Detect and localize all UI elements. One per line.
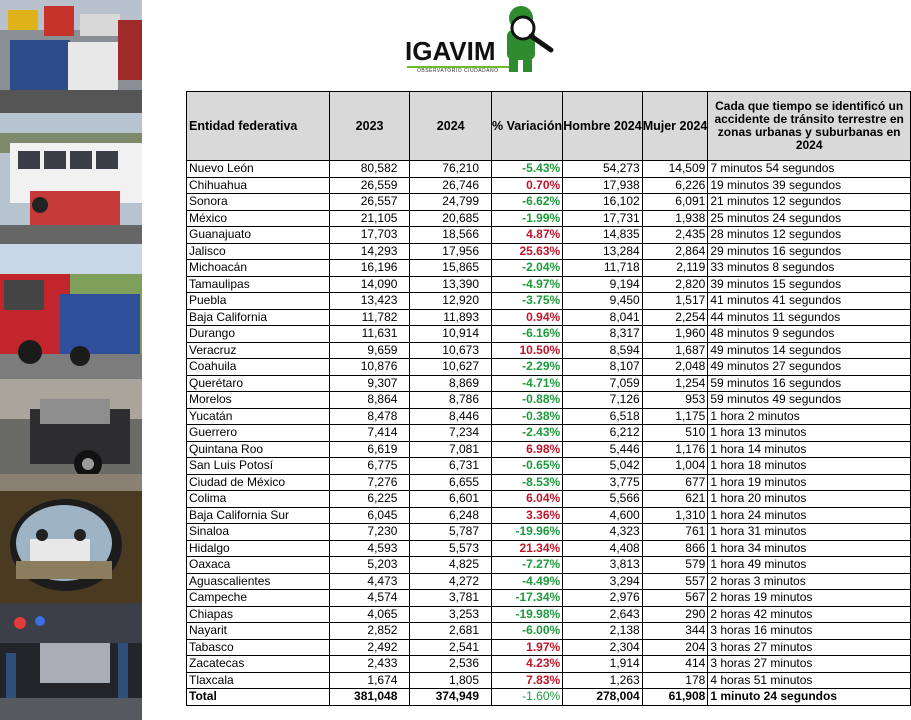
cell-state: Oaxaca [187, 557, 330, 574]
total-2024: 374,949 [410, 689, 492, 706]
cell-interval: 1 hora 19 minutos [708, 474, 911, 491]
cell-2023: 4,065 [329, 606, 410, 623]
cell-men-2024: 1,914 [563, 656, 643, 673]
cell-2024: 17,956 [410, 243, 492, 260]
cell-2023: 13,423 [329, 293, 410, 310]
cell-men-2024: 2,304 [563, 639, 643, 656]
cell-women-2024: 761 [642, 524, 708, 541]
cell-interval: 1 hora 14 minutos [708, 441, 911, 458]
cell-2023: 14,090 [329, 276, 410, 293]
cell-variation: -2.43% [492, 425, 563, 442]
cell-2023: 11,631 [329, 326, 410, 343]
cell-state: Michoacán [187, 260, 330, 277]
cell-2023: 26,559 [329, 177, 410, 194]
cell-women-2024: 1,004 [642, 458, 708, 475]
table-body [187, 161, 911, 689]
cell-men-2024: 5,042 [563, 458, 643, 475]
header-2023: 2023 [329, 92, 410, 161]
table-row [187, 293, 911, 310]
cell-men-2024: 5,446 [563, 441, 643, 458]
cell-2023: 8,864 [329, 392, 410, 409]
total-row [187, 689, 911, 706]
cell-variation: -0.65% [492, 458, 563, 475]
cell-state: Ciudad de México [187, 474, 330, 491]
cell-men-2024: 5,566 [563, 491, 643, 508]
header-women-2024: Mujer 2024 [642, 92, 708, 161]
header-men-2024: Hombre 2024 [563, 92, 643, 161]
cell-men-2024: 11,718 [563, 260, 643, 277]
total-label: Total [187, 689, 330, 706]
cell-state: Sinaloa [187, 524, 330, 541]
cell-variation: -1.99% [492, 210, 563, 227]
cell-interval: 2 horas 3 minutos [708, 573, 911, 590]
cell-interval: 25 minutos 24 segundos [708, 210, 911, 227]
cell-men-2024: 2,643 [563, 606, 643, 623]
cell-women-2024: 557 [642, 573, 708, 590]
table-row [187, 540, 911, 557]
cell-men-2024: 9,450 [563, 293, 643, 310]
cell-interval: 49 minutos 14 segundos [708, 342, 911, 359]
cell-interval: 19 minutos 39 segundos [708, 177, 911, 194]
cell-state: Jalisco [187, 243, 330, 260]
cell-2023: 7,276 [329, 474, 410, 491]
cell-women-2024: 1,310 [642, 507, 708, 524]
cell-interval: 7 minutos 54 segundos [708, 161, 911, 178]
cell-variation: 4.23% [492, 656, 563, 673]
cell-men-2024: 8,317 [563, 326, 643, 343]
cell-2023: 10,876 [329, 359, 410, 376]
cell-women-2024: 621 [642, 491, 708, 508]
cell-2024: 2,541 [410, 639, 492, 656]
cell-variation: -19.96% [492, 524, 563, 541]
cell-women-2024: 510 [642, 425, 708, 442]
cell-interval: 1 hora 20 minutos [708, 491, 911, 508]
cell-interval: 33 minutos 8 segundos [708, 260, 911, 277]
cell-variation: 0.70% [492, 177, 563, 194]
cell-state: Yucatán [187, 408, 330, 425]
cell-variation: -0.38% [492, 408, 563, 425]
logo-mascot-magnifier-icon [501, 4, 561, 74]
cell-men-2024: 4,600 [563, 507, 643, 524]
cell-variation: -7.27% [492, 557, 563, 574]
cell-2023: 8,478 [329, 408, 410, 425]
cell-2024: 24,799 [410, 194, 492, 211]
table-row [187, 557, 911, 574]
cell-2023: 21,105 [329, 210, 410, 227]
table-row [187, 194, 911, 211]
table-header-row [187, 92, 911, 161]
cell-men-2024: 8,107 [563, 359, 643, 376]
cell-2024: 4,825 [410, 557, 492, 574]
cell-2023: 26,557 [329, 194, 410, 211]
cell-variation: -6.16% [492, 326, 563, 343]
cell-state: Chihuahua [187, 177, 330, 194]
photo-mirror-overturned-car [0, 491, 142, 603]
table-row [187, 243, 911, 260]
cell-2024: 3,253 [410, 606, 492, 623]
cell-2023: 11,782 [329, 309, 410, 326]
cell-2024: 4,272 [410, 573, 492, 590]
photo-wrecked-car [0, 379, 142, 491]
total-women-2024: 61,908 [642, 689, 708, 706]
cell-interval: 3 horas 27 minutos [708, 639, 911, 656]
cell-men-2024: 7,126 [563, 392, 643, 409]
table-row [187, 491, 911, 508]
cell-state: Tamaulipas [187, 276, 330, 293]
igavim-logo [405, 4, 565, 76]
cell-2024: 6,248 [410, 507, 492, 524]
cell-state: Durango [187, 326, 330, 343]
photo-red-car-crash [0, 244, 142, 379]
cell-variation: 25.63% [492, 243, 563, 260]
cell-women-2024: 2,435 [642, 227, 708, 244]
cell-men-2024: 8,041 [563, 309, 643, 326]
cell-2023: 2,852 [329, 623, 410, 640]
cell-women-2024: 290 [642, 606, 708, 623]
cell-women-2024: 1,254 [642, 375, 708, 392]
cell-men-2024: 7,059 [563, 375, 643, 392]
cell-state: México [187, 210, 330, 227]
cell-interval: 28 minutos 12 segundos [708, 227, 911, 244]
cell-women-2024: 1,938 [642, 210, 708, 227]
cell-2024: 8,786 [410, 392, 492, 409]
cell-2024: 10,914 [410, 326, 492, 343]
cell-interval: 3 horas 16 minutos [708, 623, 911, 640]
cell-variation: -5.43% [492, 161, 563, 178]
cell-men-2024: 6,212 [563, 425, 643, 442]
cell-state: Querétaro [187, 375, 330, 392]
cell-interval: 1 hora 18 minutos [708, 458, 911, 475]
cell-women-2024: 567 [642, 590, 708, 607]
cell-men-2024: 1,263 [563, 672, 643, 689]
cell-state: Hidalgo [187, 540, 330, 557]
cell-2023: 7,414 [329, 425, 410, 442]
cell-2024: 3,781 [410, 590, 492, 607]
accident-photo-strip [0, 0, 142, 720]
cell-women-2024: 2,864 [642, 243, 708, 260]
photo-night-accident [0, 603, 142, 720]
table-row [187, 507, 911, 524]
cell-variation: 21.34% [492, 540, 563, 557]
cell-men-2024: 2,976 [563, 590, 643, 607]
cell-women-2024: 1,687 [642, 342, 708, 359]
cell-2023: 6,225 [329, 491, 410, 508]
cell-variation: 4.87% [492, 227, 563, 244]
cell-women-2024: 178 [642, 672, 708, 689]
cell-interval: 39 minutos 15 segundos [708, 276, 911, 293]
cell-variation: 10.50% [492, 342, 563, 359]
cell-interval: 2 horas 42 minutos [708, 606, 911, 623]
table-row [187, 326, 911, 343]
cell-men-2024: 6,518 [563, 408, 643, 425]
header-state: Entidad federativa [187, 92, 330, 161]
cell-men-2024: 4,408 [563, 540, 643, 557]
cell-2024: 13,390 [410, 276, 492, 293]
photo-highway-pileup [0, 0, 142, 113]
header-variation: % Variación [492, 92, 563, 161]
cell-2024: 20,685 [410, 210, 492, 227]
cell-variation: 6.04% [492, 491, 563, 508]
cell-women-2024: 2,119 [642, 260, 708, 277]
cell-2024: 7,234 [410, 425, 492, 442]
cell-state: Nayarit [187, 623, 330, 640]
cell-2023: 2,492 [329, 639, 410, 656]
cell-men-2024: 14,835 [563, 227, 643, 244]
cell-variation: -3.75% [492, 293, 563, 310]
cell-interval: 49 minutos 27 segundos [708, 359, 911, 376]
cell-men-2024: 4,323 [563, 524, 643, 541]
cell-state: Nuevo León [187, 161, 330, 178]
cell-women-2024: 1,175 [642, 408, 708, 425]
table-row [187, 342, 911, 359]
cell-variation: -2.29% [492, 359, 563, 376]
cell-state: Veracruz [187, 342, 330, 359]
cell-2023: 7,230 [329, 524, 410, 541]
cell-state: Morelos [187, 392, 330, 409]
cell-men-2024: 2,138 [563, 623, 643, 640]
table-row [187, 573, 911, 590]
cell-state: San Luis Potosí [187, 458, 330, 475]
table-row [187, 672, 911, 689]
table-row [187, 161, 911, 178]
cell-men-2024: 3,294 [563, 573, 643, 590]
cell-state: Baja California Sur [187, 507, 330, 524]
cell-variation: -8.53% [492, 474, 563, 491]
cell-2024: 15,865 [410, 260, 492, 277]
cell-2024: 10,627 [410, 359, 492, 376]
cell-2024: 2,681 [410, 623, 492, 640]
cell-variation: 3.36% [492, 507, 563, 524]
cell-variation: -6.62% [492, 194, 563, 211]
cell-2024: 8,446 [410, 408, 492, 425]
table-row [187, 639, 911, 656]
cell-interval: 29 minutos 16 segundos [708, 243, 911, 260]
header-interval: Cada que tiempo se identificó un accidente de tránsito terrestre en zonas urbanas y suburbanas en 2024 [708, 92, 911, 161]
cell-interval: 21 minutos 12 segundos [708, 194, 911, 211]
cell-2024: 6,731 [410, 458, 492, 475]
cell-state: Colima [187, 491, 330, 508]
table-row [187, 210, 911, 227]
cell-variation: 0.94% [492, 309, 563, 326]
cell-2024: 26,746 [410, 177, 492, 194]
cell-state: Baja California [187, 309, 330, 326]
cell-women-2024: 1,517 [642, 293, 708, 310]
cell-variation: -4.71% [492, 375, 563, 392]
cell-interval: 44 minutos 11 segundos [708, 309, 911, 326]
table-row [187, 177, 911, 194]
cell-interval: 1 hora 34 minutos [708, 540, 911, 557]
cell-2023: 14,293 [329, 243, 410, 260]
cell-women-2024: 2,048 [642, 359, 708, 376]
cell-2023: 4,473 [329, 573, 410, 590]
cell-state: Tabasco [187, 639, 330, 656]
cell-women-2024: 6,091 [642, 194, 708, 211]
cell-women-2024: 1,960 [642, 326, 708, 343]
cell-men-2024: 17,731 [563, 210, 643, 227]
cell-variation: -4.49% [492, 573, 563, 590]
header-2024: 2024 [410, 92, 492, 161]
cell-variation: -19.98% [492, 606, 563, 623]
cell-interval: 1 hora 13 minutos [708, 425, 911, 442]
cell-state: Sonora [187, 194, 330, 211]
cell-2023: 4,593 [329, 540, 410, 557]
total-interval: 1 minuto 24 segundos [708, 689, 911, 706]
photo-bus-crash [0, 113, 142, 244]
cell-women-2024: 677 [642, 474, 708, 491]
cell-women-2024: 2,254 [642, 309, 708, 326]
cell-men-2024: 3,813 [563, 557, 643, 574]
table-row [187, 392, 911, 409]
cell-interval: 59 minutos 16 segundos [708, 375, 911, 392]
cell-interval: 3 horas 27 minutos [708, 656, 911, 673]
cell-2023: 80,582 [329, 161, 410, 178]
cell-state: Tlaxcala [187, 672, 330, 689]
cell-2023: 6,619 [329, 441, 410, 458]
table-row [187, 276, 911, 293]
table-row [187, 441, 911, 458]
cell-2024: 1,805 [410, 672, 492, 689]
table-row [187, 458, 911, 475]
cell-women-2024: 579 [642, 557, 708, 574]
cell-women-2024: 2,820 [642, 276, 708, 293]
cell-variation: -2.04% [492, 260, 563, 277]
cell-men-2024: 13,284 [563, 243, 643, 260]
cell-2024: 5,787 [410, 524, 492, 541]
cell-women-2024: 414 [642, 656, 708, 673]
accidents-table [186, 91, 911, 706]
cell-2024: 7,081 [410, 441, 492, 458]
cell-women-2024: 866 [642, 540, 708, 557]
table-row [187, 375, 911, 392]
cell-2024: 5,573 [410, 540, 492, 557]
table-row [187, 359, 911, 376]
cell-interval: 1 hora 24 minutos [708, 507, 911, 524]
cell-2023: 6,775 [329, 458, 410, 475]
cell-state: Campeche [187, 590, 330, 607]
cell-variation: -4.97% [492, 276, 563, 293]
cell-interval: 4 horas 51 minutos [708, 672, 911, 689]
cell-2023: 17,703 [329, 227, 410, 244]
table-row [187, 606, 911, 623]
cell-2024: 8,869 [410, 375, 492, 392]
cell-state: Puebla [187, 293, 330, 310]
cell-interval: 1 hora 49 minutos [708, 557, 911, 574]
cell-variation: -6.00% [492, 623, 563, 640]
cell-2023: 2,433 [329, 656, 410, 673]
total-variation: -1.60% [492, 689, 563, 706]
cell-state: Quintana Roo [187, 441, 330, 458]
cell-women-2024: 204 [642, 639, 708, 656]
table-row [187, 656, 911, 673]
cell-women-2024: 14,509 [642, 161, 708, 178]
cell-interval: 59 minutos 49 segundos [708, 392, 911, 409]
cell-2023: 5,203 [329, 557, 410, 574]
table-row [187, 425, 911, 442]
logo-wordmark: IGAVIM [405, 36, 496, 66]
table-row [187, 227, 911, 244]
cell-interval: 1 hora 2 minutos [708, 408, 911, 425]
cell-women-2024: 344 [642, 623, 708, 640]
total-2023: 381,048 [329, 689, 410, 706]
cell-state: Aguascalientes [187, 573, 330, 590]
cell-men-2024: 9,194 [563, 276, 643, 293]
cell-men-2024: 54,273 [563, 161, 643, 178]
table-row [187, 309, 911, 326]
logo-subtitle: OBSERVATORIO CIUDADANO [417, 68, 499, 74]
cell-men-2024: 3,775 [563, 474, 643, 491]
cell-2024: 6,601 [410, 491, 492, 508]
cell-2023: 9,659 [329, 342, 410, 359]
cell-variation: -17.34% [492, 590, 563, 607]
cell-2023: 4,574 [329, 590, 410, 607]
table-row [187, 524, 911, 541]
table-row [187, 408, 911, 425]
cell-women-2024: 953 [642, 392, 708, 409]
cell-state: Guerrero [187, 425, 330, 442]
cell-interval: 2 horas 19 minutos [708, 590, 911, 607]
table-row [187, 623, 911, 640]
cell-state: Chiapas [187, 606, 330, 623]
cell-men-2024: 8,594 [563, 342, 643, 359]
cell-2024: 18,566 [410, 227, 492, 244]
cell-interval: 41 minutos 41 segundos [708, 293, 911, 310]
cell-2024: 2,536 [410, 656, 492, 673]
cell-2023: 1,674 [329, 672, 410, 689]
cell-women-2024: 6,226 [642, 177, 708, 194]
table-row [187, 474, 911, 491]
cell-variation: 1.97% [492, 639, 563, 656]
cell-2024: 12,920 [410, 293, 492, 310]
cell-variation: 7.83% [492, 672, 563, 689]
cell-variation: -0.88% [492, 392, 563, 409]
total-men-2024: 278,004 [563, 689, 643, 706]
cell-2024: 76,210 [410, 161, 492, 178]
table-row [187, 590, 911, 607]
cell-state: Guanajuato [187, 227, 330, 244]
cell-2024: 10,673 [410, 342, 492, 359]
cell-men-2024: 17,938 [563, 177, 643, 194]
cell-variation: 6.98% [492, 441, 563, 458]
table-row [187, 260, 911, 277]
cell-women-2024: 1,176 [642, 441, 708, 458]
cell-2023: 9,307 [329, 375, 410, 392]
cell-2023: 16,196 [329, 260, 410, 277]
cell-2024: 6,655 [410, 474, 492, 491]
cell-state: Zacatecas [187, 656, 330, 673]
cell-interval: 1 hora 31 minutos [708, 524, 911, 541]
cell-state: Coahuila [187, 359, 330, 376]
cell-men-2024: 16,102 [563, 194, 643, 211]
cell-interval: 48 minutos 9 segundos [708, 326, 911, 343]
cell-2023: 6,045 [329, 507, 410, 524]
cell-2024: 11,893 [410, 309, 492, 326]
